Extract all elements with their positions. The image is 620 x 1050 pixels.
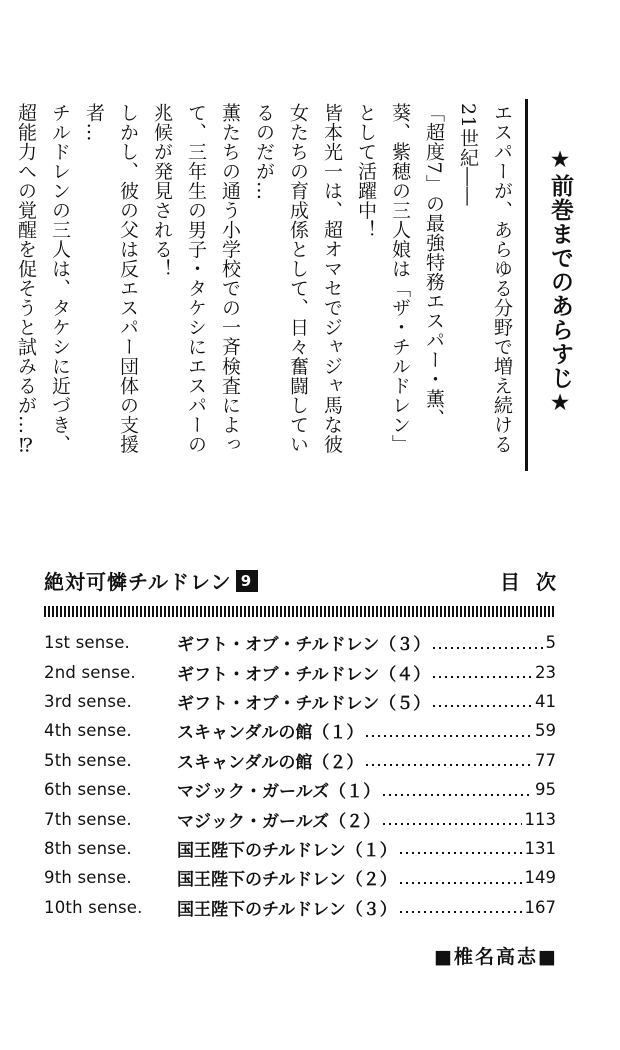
toc-chapter-title: マジック・ガールズ（２） (177, 811, 381, 832)
toc-dot-leader (400, 852, 522, 854)
barcode-divider (44, 606, 556, 617)
toc-page-number: 77 (535, 750, 556, 770)
synopsis-heading: ★前巻までのあらすじ★ (547, 147, 574, 417)
toc-chapter-title: スキャンダルの館（１） (177, 723, 364, 744)
toc-entry (44, 687, 556, 716)
toc-chapter-title: ギフト・オブ・チルドレン（５） (177, 693, 431, 714)
toc-title: 目次 (500, 570, 572, 594)
toc-page-number: 113 (524, 809, 556, 829)
toc-chapter-title: 国王陛下のチルドレン（１） (177, 840, 397, 861)
toc-chapter-title: 国王陛下のチルドレン（３） (177, 899, 397, 920)
toc-chapter-number: 4th sense. (44, 721, 132, 741)
toc-dot-leader (433, 647, 542, 649)
toc-page-number: 59 (535, 721, 556, 741)
toc-entry (44, 657, 556, 686)
series-title-text: 絶対可憐チルドレン (44, 570, 232, 594)
toc-chapter-number: 1st sense. (44, 633, 131, 653)
toc-chapter-title: ギフト・オブ・チルドレン（３） (177, 635, 431, 656)
toc-dot-leader (400, 882, 522, 884)
toc-chapter-number: 2nd sense. (44, 662, 136, 682)
synopsis-heading-box (525, 99, 578, 471)
toc-dot-leader (366, 764, 532, 766)
toc-entry (44, 628, 556, 657)
toc-dot-leader (433, 705, 532, 707)
toc-chapter-number: 6th sense. (44, 780, 132, 800)
synopsis-paragraph: チルドレンの三人は、タケシに近づき、超能力への覚醒を促そうと試みるが…⁉ (15, 103, 71, 457)
toc-entry (44, 746, 556, 775)
toc-list (44, 628, 556, 922)
volume-badge: 9 (236, 570, 258, 592)
toc-chapter-number: 9th sense. (44, 868, 132, 888)
toc-entry (44, 893, 556, 922)
toc-page-number: 5 (545, 633, 556, 653)
toc-dot-leader (366, 735, 532, 737)
toc-entry (44, 834, 556, 863)
toc-entry (44, 775, 556, 804)
toc-chapter-number: 10th sense. (44, 897, 143, 917)
toc-dot-leader (400, 911, 522, 913)
toc-dot-leader (383, 823, 521, 825)
toc-chapter-title: 国王陛下のチルドレン（２） (177, 870, 397, 891)
synopsis-paragraph: 薫たちの通う小学校での一斉検査によって、三年生の男子・タケシにエスパーの兆候が発見される！ (151, 103, 241, 454)
toc-dot-leader (383, 794, 532, 796)
series-title (44, 566, 258, 595)
toc-chapter-number: 7th sense. (44, 809, 132, 829)
toc-dot-leader (433, 676, 532, 678)
toc-page-number: 167 (524, 897, 556, 917)
synopsis-section (15, 103, 578, 463)
toc-chapter-number: 3rd sense. (44, 691, 132, 711)
toc-page-number: 95 (535, 780, 556, 800)
synopsis-paragraph: 「超度7」の最強特務エスパー・薫、葵、紫穂の三人娘は「ザ・チルドレン」として活躍中！ (355, 103, 445, 454)
toc-page-number: 131 (524, 838, 556, 858)
toc-entry (44, 804, 556, 833)
synopsis-paragraph: しかし、彼の父は反エスパー団体の支援者… (83, 103, 139, 454)
toc-page-number: 23 (535, 662, 556, 682)
toc-chapter-title: ギフト・オブ・チルドレン（４） (177, 664, 431, 685)
toc-entry (44, 863, 556, 892)
toc-chapter-number: 5th sense. (44, 750, 132, 770)
toc-entry (44, 716, 556, 745)
synopsis-body (9, 103, 519, 458)
toc-page-number: 149 (524, 868, 556, 888)
toc-chapter-number: 8th sense. (44, 838, 132, 858)
toc-chapter-title: マジック・ガールズ（１） (177, 782, 381, 803)
toc-header (44, 566, 572, 596)
toc-page-number: 41 (535, 691, 556, 711)
synopsis-paragraph: エスパーが、あらゆる分野で増え続ける21世紀―― (457, 103, 513, 454)
synopsis-paragraph: 皆本光一は、超オマセでジャジャ馬な彼女たちの育成係として、日々奮闘しているのだが… (253, 103, 343, 454)
toc-chapter-title: スキャンダルの館（２） (177, 752, 364, 773)
author-name: ■椎名高志■ (434, 946, 558, 968)
